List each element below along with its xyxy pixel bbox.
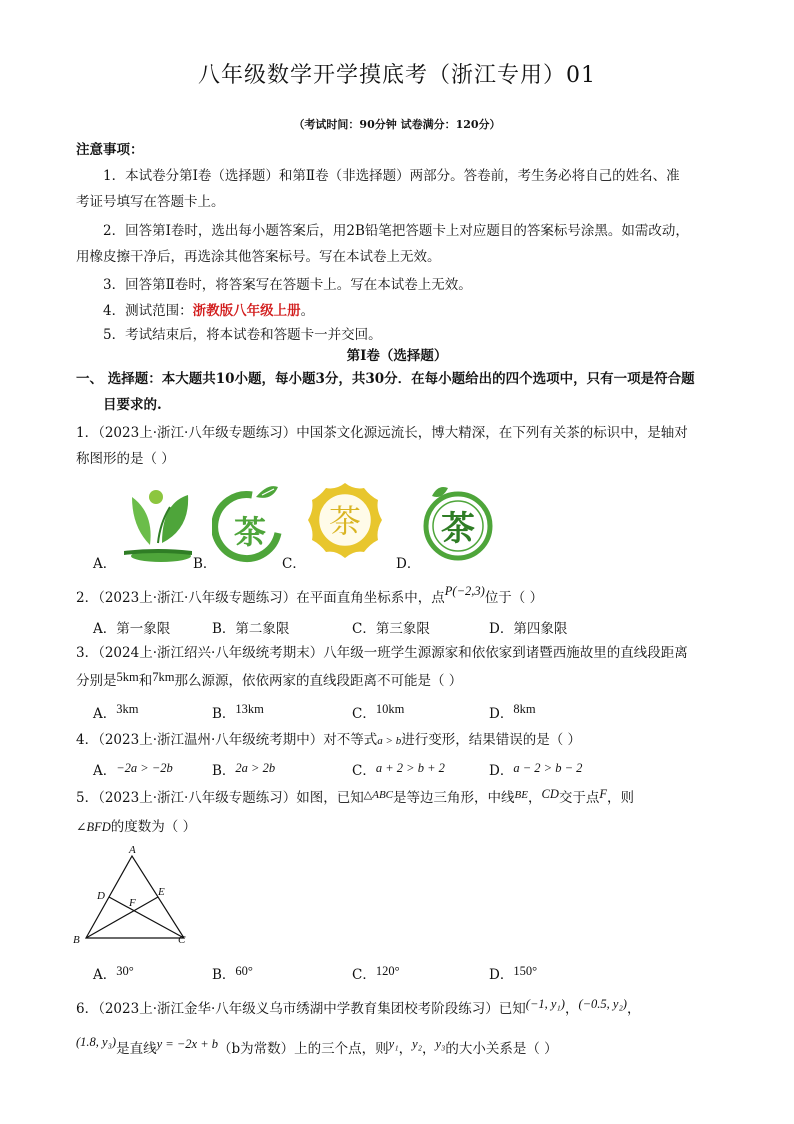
q3-option-b-label: B． — [212, 706, 236, 722]
q5-option-a — [93, 963, 134, 983]
q6-point-3: (1.8, y₃) — [76, 1035, 117, 1049]
notes-heading: 注意事项： — [76, 142, 144, 158]
q2-option-a: A．第一象限 — [93, 621, 171, 637]
q3-stem-2b: 和 — [138, 673, 153, 689]
q4-option-c-value: a + 2 > b + 2 — [375, 761, 445, 775]
q3-option-b-value: 13km — [235, 702, 264, 716]
q6-point-1: (−1, y₁) — [525, 997, 565, 1011]
q1-stem-1: 1．（2023上·浙江·八年级专题练习）中国茶文化源远流长，博大精深，在下列有关茶的标识中，是轴对 — [76, 425, 688, 441]
q6-sep-y1: ， — [398, 1041, 413, 1057]
q5-stem-1a: 5．（2023上·浙江·八年级专题练习）如图，已知 — [76, 790, 364, 806]
q6-stem-2c: 的大小关系是（ ） — [445, 1041, 558, 1057]
q4-option-c — [352, 759, 445, 779]
q6-stem-2a: 是直线 — [116, 1041, 157, 1057]
q3-option-c — [352, 702, 404, 722]
q5-stem-2 — [76, 818, 196, 836]
q4-stem — [76, 731, 581, 750]
q5-option-b — [212, 963, 253, 983]
q3-dist-1: 5km — [116, 670, 139, 684]
note-2a: 2．回答第Ⅰ卷时，选出每小题答案后，用2B铅笔把答题卡上对应题目的答案标号涂黑。如需改动， — [103, 223, 689, 239]
q6-sep-y2: ， — [421, 1041, 436, 1057]
q4-option-d-label: D． — [489, 763, 514, 779]
q6-y1: y₁ — [388, 1037, 399, 1051]
section-intro-b: 目要求的. — [103, 397, 162, 413]
note-4-suffix: 。 — [300, 303, 315, 319]
vertex-c-label: C — [178, 934, 186, 946]
exam-meta: （考试时间：90分钟 试卷满分：120分） — [293, 118, 501, 131]
q3-stem-2 — [76, 672, 462, 690]
q4-option-a-value: −2a > −2b — [116, 761, 173, 775]
q5-stem-1c: ， — [527, 790, 542, 806]
test-range: 浙教版八年级上册 — [192, 303, 301, 319]
section-intro-a: 一、 选择题：本大题共10小题，每小题3分，共30分．在每小题给出的四个选项中，只有一项是符合题 — [76, 371, 695, 387]
q1-option-c-label: C． — [282, 556, 306, 572]
q3-option-b — [212, 702, 264, 722]
q3-option-a-value: 3km — [116, 702, 139, 716]
q5-median-be: BE — [514, 789, 528, 801]
q4-option-c-label: C． — [352, 763, 376, 779]
q5-stem-1d: 交于点 — [558, 790, 600, 806]
q5-option-d-label: D． — [489, 967, 514, 983]
q4-option-b-value: 2a > 2b — [235, 761, 276, 775]
q2-option-c: C．第三象限 — [352, 621, 430, 637]
section-title: 第Ⅰ卷（选择题） — [346, 348, 448, 364]
tea-logo-b-icon — [212, 481, 286, 563]
q5-option-a-value: 30° — [116, 964, 134, 978]
q3-option-a — [93, 702, 138, 722]
tea-char-b: 茶 — [233, 514, 267, 550]
q6-line-equation: y = −2x + b — [156, 1037, 219, 1051]
q5-option-b-label: B． — [212, 967, 236, 983]
q4-stem-b: 进行变形，结果错误的是（ ） — [401, 732, 582, 748]
q3-option-c-label: C． — [352, 706, 376, 722]
q3-option-d-label: D． — [489, 706, 514, 722]
q1-stem-2: 称图形的是（ ） — [76, 451, 175, 467]
tea-logo-d-icon — [418, 482, 496, 564]
q5-option-c — [352, 963, 400, 983]
q5-option-d-value: 150° — [513, 964, 538, 978]
q6-y2: y₂ — [412, 1037, 422, 1051]
point-f-label: F — [129, 897, 136, 909]
q2-stem-a: 2．（2023上·浙江·八年级专题练习）在平面直角坐标系中，点 — [76, 590, 445, 606]
q5-stem-2b: 的度数为（ ） — [110, 819, 197, 835]
q6-sep-2: ， — [626, 1001, 641, 1017]
q3-stem-1: 3．（2024上·浙江绍兴·八年级统考期末）八年级一班学生源源家和依依家到诸暨西施故里的直线段距离 — [76, 645, 688, 661]
q4-option-d — [489, 759, 582, 779]
q5-option-a-label: A． — [93, 967, 117, 983]
q2-point: P(−2,3) — [444, 584, 485, 598]
tea-char-c: 茶 — [328, 503, 362, 539]
q3-option-c-value: 10km — [375, 702, 405, 716]
note-5: 5．考试结束后，将本试卷和答题卡一并交回。 — [103, 327, 382, 343]
q4-option-a — [93, 759, 173, 779]
q4-option-a-label: A． — [93, 763, 117, 779]
note-2b: 用橡皮擦干净后，再选涂其他答案标号。写在本试卷上无效。 — [76, 249, 441, 265]
q5-triangle: △ABC — [363, 789, 394, 801]
q6-point-2: (−0.5, y₂) — [578, 997, 627, 1011]
q1-option-a-label: A． — [93, 556, 117, 572]
tea-logo-a-icon — [118, 485, 196, 565]
q3-option-d — [489, 702, 536, 722]
page-title: 八年级数学开学摸底考（浙江专用）01 — [198, 63, 596, 88]
q5-option-c-label: C． — [352, 967, 376, 983]
tea-logo-c-icon — [306, 480, 384, 562]
q2-option-d: D．第四象限 — [489, 621, 568, 637]
note-1b: 考证号填写在答题卡上。 — [76, 194, 225, 210]
note-4 — [103, 302, 314, 320]
q6-stem-2b: （b为常数）上的三个点，则 — [218, 1041, 389, 1057]
point-d-label: D — [97, 890, 105, 902]
q3-stem-2a: 分别是 — [76, 673, 117, 689]
q4-inequality: a > b — [377, 735, 402, 747]
q4-stem-a: 4．（2023上·浙江温州·八年级统考期中）对不等式 — [76, 732, 378, 748]
q5-option-b-value: 60° — [235, 964, 253, 978]
q6-sep-1: ， — [564, 1001, 579, 1017]
q5-median-cd: CD — [541, 787, 559, 801]
q2-stem — [76, 584, 544, 607]
q3-option-a-label: A． — [93, 706, 117, 722]
q5-stem-1b: 是等边三角形，中线 — [393, 790, 515, 806]
q5-option-d — [489, 963, 537, 983]
q5-angle: ∠BFD — [76, 820, 111, 834]
q2-option-b: B．第二象限 — [212, 621, 290, 637]
q6-stem-1a: 6．（2023上·浙江金华·八年级义乌市绣湖中学教育集团校考阶段练习）已知 — [76, 1001, 526, 1017]
note-4-prefix: 4．测试范围： — [103, 303, 193, 319]
q6-stem-1 — [76, 997, 641, 1018]
q5-stem-1 — [76, 789, 634, 808]
q5-point-f: F — [599, 787, 607, 801]
q3-stem-2c: 那么源源，依依两家的直线段距离不可能是（ ） — [174, 673, 463, 689]
q4-option-b — [212, 759, 275, 779]
q6-stem-2 — [76, 1035, 558, 1058]
note-1a: 1．本试卷分第Ⅰ卷（选择题）和第Ⅱ卷（非选择题）两部分。答卷前，考生务必将自己的姓名、准 — [103, 168, 680, 184]
q4-option-b-label: B． — [212, 763, 236, 779]
tea-char-d: 茶 — [441, 511, 475, 548]
q5-stem-1e: ，则 — [607, 790, 634, 806]
q4-option-d-value: a − 2 > b − 2 — [513, 761, 583, 775]
q1-option-d-label: D． — [396, 556, 421, 572]
equilateral-triangle-figure — [70, 842, 195, 950]
vertex-b-label: B — [73, 934, 80, 946]
note-3: 3．回答第Ⅱ卷时，将答案写在答题卡上。写在本试卷上无效。 — [103, 277, 472, 293]
point-e-label: E — [158, 886, 165, 898]
vertex-a-label: A — [129, 844, 136, 856]
q5-option-c-value: 120° — [375, 964, 400, 978]
q6-y3: y₃ — [435, 1037, 446, 1051]
q1-option-b-label: B． — [193, 556, 217, 572]
q3-dist-2: 7km — [152, 670, 175, 684]
q3-option-d-value: 8km — [513, 702, 536, 716]
q2-stem-b: 位于（ ） — [484, 590, 544, 606]
